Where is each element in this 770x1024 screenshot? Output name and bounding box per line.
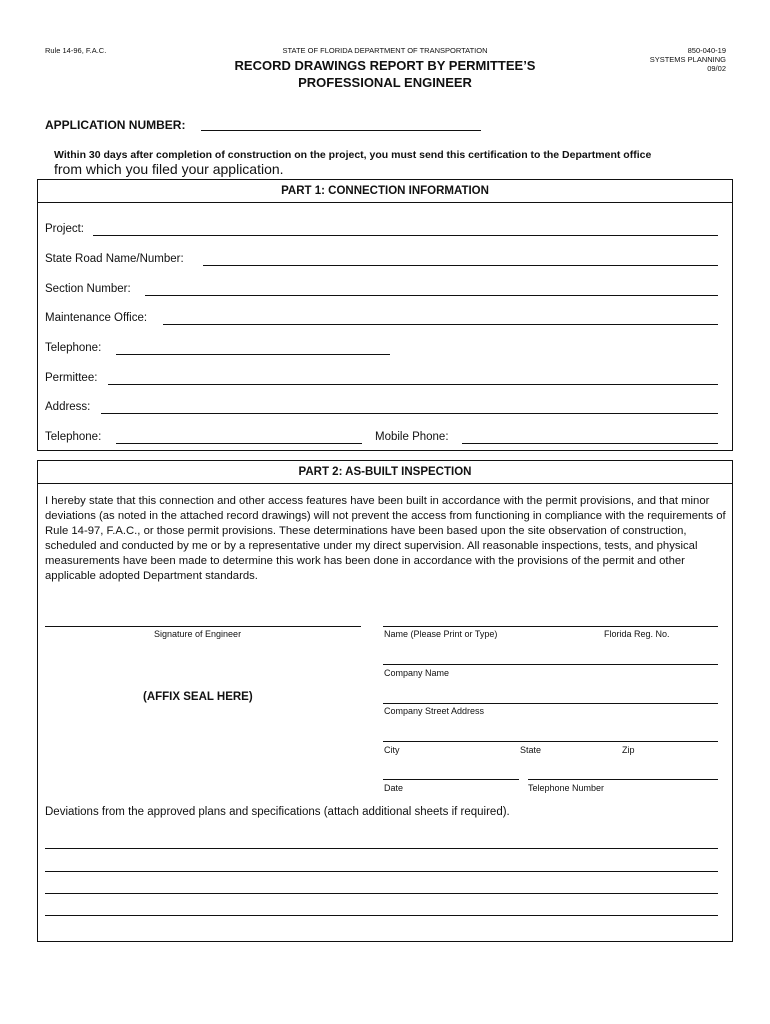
city-label: City: [384, 745, 400, 755]
instructions-line2: from which you filed your application.: [54, 161, 284, 177]
zip-label: Zip: [622, 745, 635, 755]
permittee-field[interactable]: [108, 384, 718, 385]
deviations-line[interactable]: [45, 848, 718, 849]
division: SYSTEMS PLANNING: [649, 55, 726, 64]
florida-reg-label: Florida Reg. No.: [604, 629, 670, 639]
company-address-field[interactable]: [383, 703, 718, 704]
section-number-label: Section Number:: [45, 283, 131, 295]
company-address-label: Company Street Address: [384, 706, 485, 716]
address-field[interactable]: [101, 413, 718, 414]
date-label: Date: [384, 783, 404, 793]
part2-heading: PART 2: AS-BUILT INSPECTION: [38, 461, 732, 484]
project-label: Project:: [45, 223, 84, 235]
deviations-line[interactable]: [45, 893, 718, 894]
section-number-field[interactable]: [145, 295, 718, 296]
state-road-field[interactable]: [203, 265, 718, 266]
date-field[interactable]: [383, 779, 519, 780]
mobile-phone-field[interactable]: [462, 443, 718, 444]
seal-placeholder: (AFFIX SEAL HERE): [143, 691, 253, 703]
deviations-label: Deviations from the approved plans and specifications (attach additional sheets if required).: [45, 806, 510, 818]
engineer-telephone-label: Telephone Number: [528, 783, 605, 793]
telephone-label: Telephone:: [45, 342, 102, 354]
form-number: 850-040-19: [687, 46, 726, 55]
maintenance-office-field[interactable]: [163, 324, 718, 325]
application-number-field[interactable]: [201, 130, 481, 131]
engineer-name-field[interactable]: [383, 626, 718, 627]
state-label: State: [520, 745, 542, 755]
permittee-label: Permittee:: [45, 372, 98, 384]
state-road-label: State Road Name/Number:: [45, 253, 184, 265]
certification-statement: I hereby state that this connection and other access features have been built in accordance with the permit provisions, and that minor deviations (as noted in the attached record drawings) will not prevent the access from functioning in compliance with the requirements of Rule 14-97, F.A.C., or those permit provisions. These determinations have been based upon the site observation of construction, scheduled and conducted by me or by a representative under my direct supervision. All reasonable inspections, tests, and physical measurements have been made to determine this work has been done in accordance with the provisions of the permit and other applicable adopted Department standards.: [45, 495, 726, 582]
agency-name: STATE OF FLORIDA DEPARTMENT OF TRANSPORTATION: [282, 46, 488, 55]
telephone-field[interactable]: [116, 354, 390, 355]
form-title-line1: RECORD DRAWINGS REPORT BY PERMITTEE’S: [234, 58, 536, 73]
form-title-line2: PROFESSIONAL ENGINEER: [298, 75, 472, 90]
project-field[interactable]: [93, 235, 718, 236]
part1-heading: PART 1: CONNECTION INFORMATION: [38, 180, 732, 203]
signature-label: Signature of Engineer: [154, 629, 242, 639]
rule-reference: Rule 14-96, F.A.C.: [45, 46, 107, 55]
permittee-telephone-field[interactable]: [116, 443, 362, 444]
deviations-line[interactable]: [45, 915, 718, 916]
signature-field[interactable]: [45, 626, 361, 627]
application-number-label: APPLICATION NUMBER:: [45, 118, 186, 132]
company-name-field[interactable]: [383, 664, 718, 665]
engineer-name-label: Name (Please Print or Type): [384, 629, 498, 639]
company-name-label: Company Name: [384, 668, 450, 678]
address-label: Address:: [45, 401, 91, 413]
deviations-line[interactable]: [45, 871, 718, 872]
form-title: [0, 57, 770, 91]
city-state-zip-field[interactable]: [383, 741, 718, 742]
instructions-line1: Within 30 days after completion of construction on the project, you must send this certification to the Department office: [54, 149, 652, 161]
permittee-telephone-label: Telephone:: [45, 431, 102, 443]
mobile-phone-label: Mobile Phone:: [375, 431, 449, 443]
engineer-telephone-field[interactable]: [528, 779, 718, 780]
maintenance-office-label: Maintenance Office:: [45, 312, 148, 324]
form-date: 09/02: [707, 64, 726, 73]
